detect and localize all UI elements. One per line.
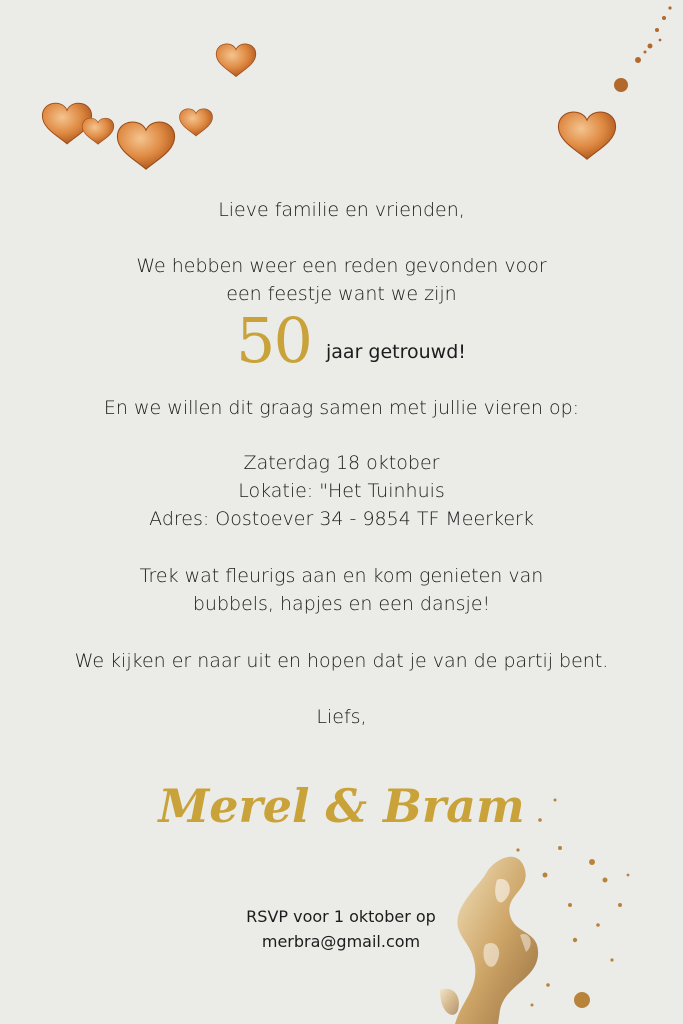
event-location: Lokatie: "Het Tuinhuis: [238, 480, 445, 502]
years-number: 50: [236, 304, 311, 377]
sign-off: Liefs,: [316, 706, 367, 728]
intro-line-2: een feestje want we zijn: [226, 283, 457, 305]
intro-line-1: We hebben weer een reden gevonden voor: [136, 255, 547, 277]
years-text: jaar getrouwd!: [326, 341, 466, 363]
celebrate-line: En we willen dit graag samen met jullie vieren op:: [103, 397, 580, 419]
rsvp-email[interactable]: merbra@gmail.com: [261, 932, 421, 951]
couple-names: Merel & Bram: [158, 779, 525, 833]
droplets-top: [614, 6, 672, 92]
heart-icon: [558, 112, 615, 159]
dresscode-line-2: bubbels, hapjes en een dansje!: [192, 593, 491, 615]
dresscode-line-1: Trek wat fleurigs aan en kom genieten van: [139, 565, 544, 587]
heart-icon: [180, 109, 213, 136]
closing-line: We kijken er naar uit en hopen dat je van de partij bent.: [74, 650, 609, 672]
event-address: Adres: Oostoever 34 - 9854 TF Meerkerk: [149, 508, 534, 530]
rsvp-line: RSVP voor 1 oktober op: [246, 907, 436, 926]
heart-icon: [82, 118, 114, 144]
greeting: Lieve familie en vrienden,: [218, 199, 465, 221]
heart-icon: [117, 122, 174, 169]
event-date: Zaterdag 18 oktober: [243, 452, 440, 474]
heart-icon: [216, 44, 256, 77]
